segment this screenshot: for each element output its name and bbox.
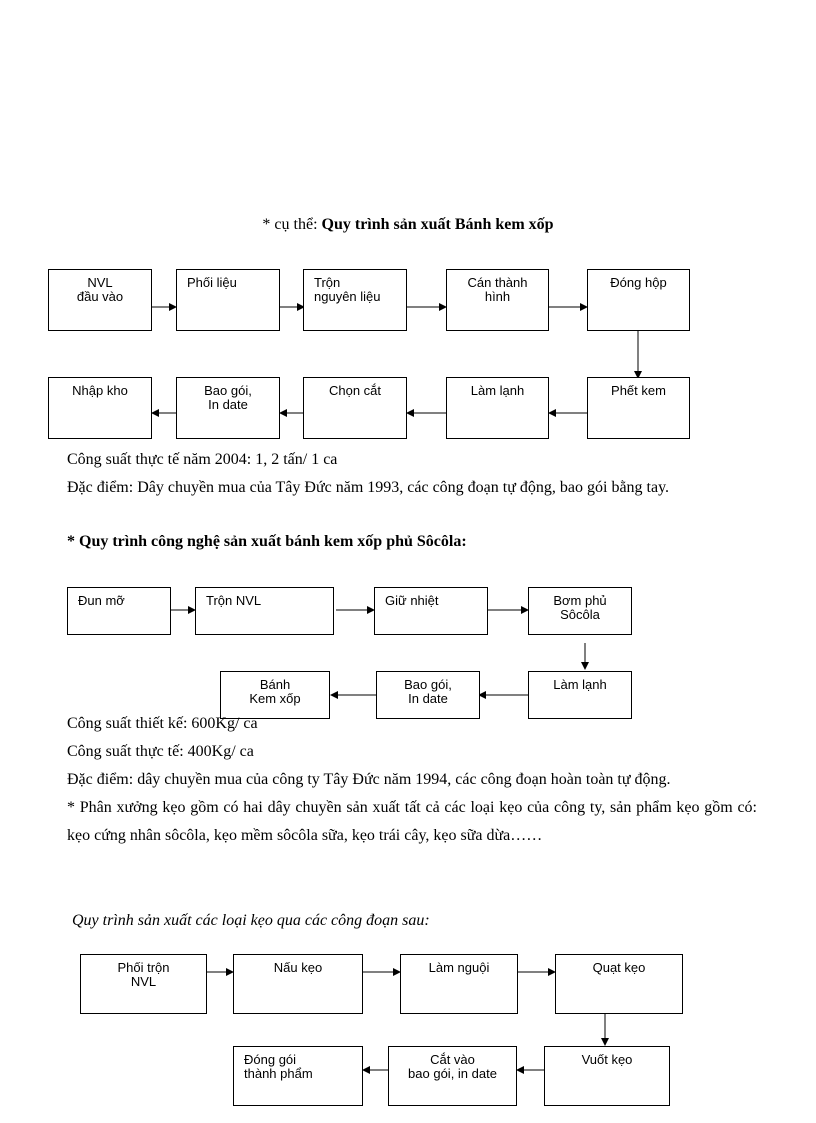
candy-workshop-line: * Phân xưởng kẹo gồm có hai dây chuyền sản xuất tất cả các loại kẹo của công ty, sản phẩm kẹo gồm có: kẹo cứng nhân sôcôla, kẹo mềm sôcôla sữa, kẹo trái cây, kẹo sữa dừa…… [67,799,757,844]
flow-step [67,587,171,635]
step-label: Sôcôla [560,607,600,622]
flow-step [388,1046,517,1106]
design-capacity-line: Công suất thiết kế: 600Kg/ ca [67,715,258,732]
step-label: Làm lạnh [553,677,607,692]
step-label: NVL [130,974,157,989]
step-label: Nấu kẹo [273,960,323,975]
step-label: nguyên liệu [314,289,381,304]
flow-step [446,377,549,439]
step-label: Làm lạnh [470,383,525,398]
flow-step [446,269,549,331]
flow-step [303,269,407,331]
subheading: * Quy trình công nghệ sản xuất bánh kem xốp phủ Sôcôla: [67,533,467,550]
flow-step [176,269,280,331]
step-label: Làm nguội [428,960,490,975]
step-label: In date [408,691,448,706]
step-label: Bao gói, [204,383,252,398]
step-label: Giữ nhiệt [385,593,439,608]
flow-step [48,377,152,439]
flow-step [303,377,407,439]
step-label: Kem xốp [249,691,301,706]
paragraph [67,710,757,850]
step-label: Bánh [259,677,291,692]
flow-step [555,954,683,1014]
step-label: Phết kem [611,383,666,398]
flow-step [80,954,207,1014]
step-label: Đóng hộp [610,275,667,290]
feature-line: Đặc điểm: dây chuyền mua của công ty Tây Đức năm 1994, các công đoạn hoàn toàn tự động. [67,771,671,788]
step-label: Phối liệu [187,275,237,290]
capacity-line: Công suất thực tế năm 2004: 1, 2 tấn/ 1 ca [67,451,338,468]
step-label: Cắt vào [430,1052,475,1067]
step-label: Trộn NVL [206,593,262,608]
flow-step [195,587,334,635]
flow-step [233,1046,363,1106]
step-label: bao gói, in date [408,1066,497,1081]
step-label: Cán thành [467,275,528,290]
step-label: In date [208,397,248,412]
flow-step [544,1046,670,1106]
step-label: Đun mỡ [78,593,125,608]
italic-intro: Quy trình sản xuất các loại kẹo qua các công đoạn sau: [72,912,430,929]
step-label: Đóng gói [244,1052,297,1067]
flow-step [528,587,632,635]
feature-line: Đặc điểm: Dây chuyền mua của Tây Đức năm 1993, các công đoạn tự động, bao gói bằng tay. [67,479,670,496]
step-label: Vuốt kẹo [581,1052,633,1067]
step-label: Trộn [314,275,341,290]
flow-step [587,377,690,439]
actual-capacity-line: Công suất thực tế: 400Kg/ ca [67,743,254,760]
step-label: Phối trộn [117,960,170,975]
flow-step [587,269,690,331]
step-label: thành phẩm [244,1066,313,1081]
paragraph [67,446,757,502]
heading-prefix: * cụ thể: [262,216,322,233]
step-label: Quạt kẹo [592,960,646,975]
step-label: Bao gói, [404,677,452,692]
step-label: Bơm phủ [553,593,607,608]
flow-step [176,377,280,439]
step-label: đầu vào [76,289,124,304]
step-label: Nhập kho [72,383,128,398]
flow-step [233,954,363,1014]
step-label: Chọn cắt [328,383,382,398]
flow-step [48,269,152,331]
step-label: hình [484,289,511,304]
step-label: NVL [87,275,113,290]
flow-step [374,587,488,635]
flow-step [400,954,518,1014]
heading-title: Quy trình sản xuất Bánh kem xốp [321,216,554,233]
